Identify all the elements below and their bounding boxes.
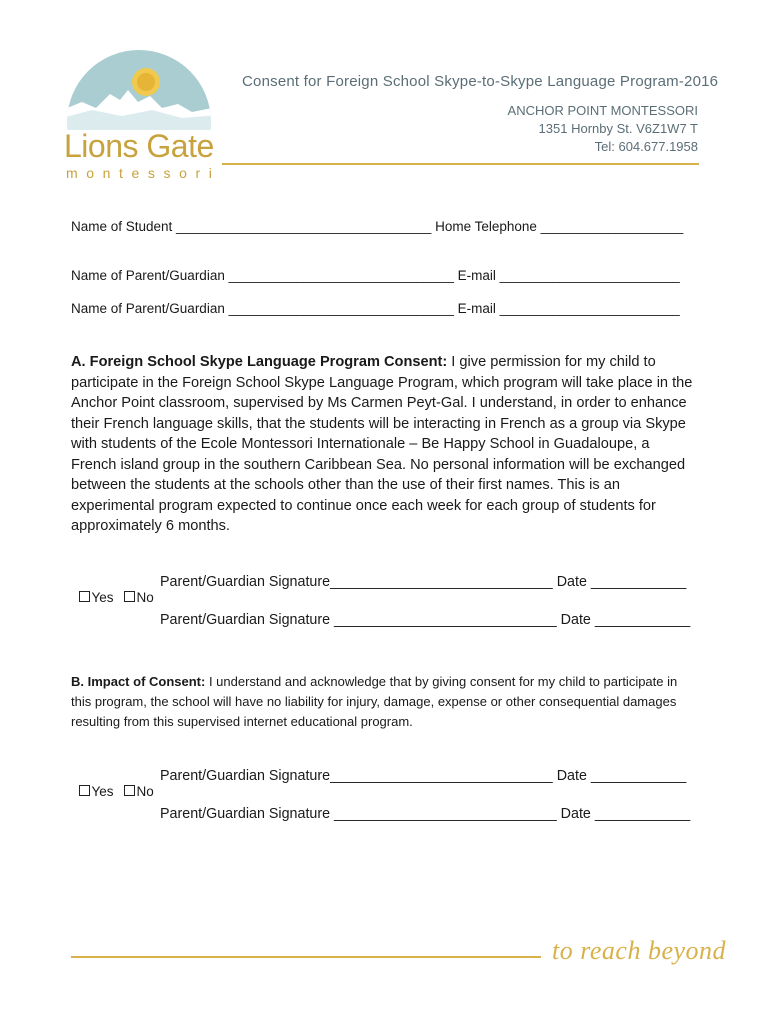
section-b-yes-option[interactable]: [71, 769, 114, 799]
address-line-2: 1351 Hornby St. V6Z1W7 T: [538, 121, 698, 136]
checkbox-no-b[interactable]: [124, 785, 135, 796]
section-b-text: I understand and acknowledge that by giving consent for my child to participate in this program, the school will have no liability for injury, damage, expense or other consequential damages resulting from this supervised internet educational program.: [71, 674, 678, 729]
student-name-field[interactable]: Name of Student __________________________________ Home Telephone ___________________: [71, 219, 684, 234]
yes-label-a: Yes: [91, 590, 114, 605]
parent-1-field[interactable]: Name of Parent/Guardian ______________________________ E-mail ________________________: [71, 268, 680, 283]
footer-tagline: to reach beyond: [552, 936, 727, 965]
school-address: [508, 102, 698, 156]
section-b-heading: B. Impact of Consent:: [71, 674, 206, 689]
logo-subtitle: montessori: [66, 165, 221, 181]
footer-divider: [71, 956, 541, 958]
section-a-heading: A. Foreign School Skype Language Program Consent:: [71, 354, 448, 370]
signature-line-b1[interactable]: Parent/Guardian Signature____________________________ Date ____________: [160, 768, 687, 784]
section-b-paragraph: [71, 672, 701, 732]
signature-line-b2[interactable]: Parent/Guardian Signature ____________________________ Date ____________: [160, 806, 691, 822]
section-a-yes-option[interactable]: [71, 575, 114, 605]
header-divider: [222, 163, 699, 165]
section-b-no-option[interactable]: [116, 769, 154, 799]
checkbox-yes-a[interactable]: [79, 591, 90, 602]
logo-title: Lions Gate: [64, 128, 214, 164]
section-a-no-option[interactable]: [116, 575, 154, 605]
checkbox-no-a[interactable]: [124, 591, 135, 602]
address-line-3: Tel: 604.677.1958: [594, 139, 698, 154]
signature-line-a1[interactable]: Parent/Guardian Signature____________________________ Date ____________: [160, 574, 687, 590]
parent-2-field[interactable]: Name of Parent/Guardian ______________________________ E-mail ________________________: [71, 301, 680, 316]
section-a-paragraph: [71, 352, 696, 537]
address-line-1: ANCHOR POINT MONTESSORI: [507, 103, 698, 118]
checkbox-yes-b[interactable]: [79, 785, 90, 796]
section-a-text: I give permission for my child to participate in the Foreign School Skype Language Program, which program will take place in the Anchor Point classroom, supervised by Ms Carmen Peyt-Gal. I understand, in order to enhance their French language skills, that the students will be interacting in French as a group via Skype with students of the Ecole Montessori Internationale – Be Happy School in Guadaloupe, a French island group in the southern Caribbean Sea. No personal information will be exchanged between the students at the schools other than the use of their first names. This is an experimental program expected to continue once each week for each group of students for approximately 6 months.: [71, 354, 693, 534]
yes-label-b: Yes: [91, 784, 114, 799]
no-label-a: No: [136, 590, 154, 605]
no-label-b: No: [136, 784, 154, 799]
document-title: Consent for Foreign School Skype-to-Skype Language Program-2016: [242, 73, 719, 90]
signature-line-a2[interactable]: Parent/Guardian Signature ____________________________ Date ____________: [160, 612, 691, 628]
